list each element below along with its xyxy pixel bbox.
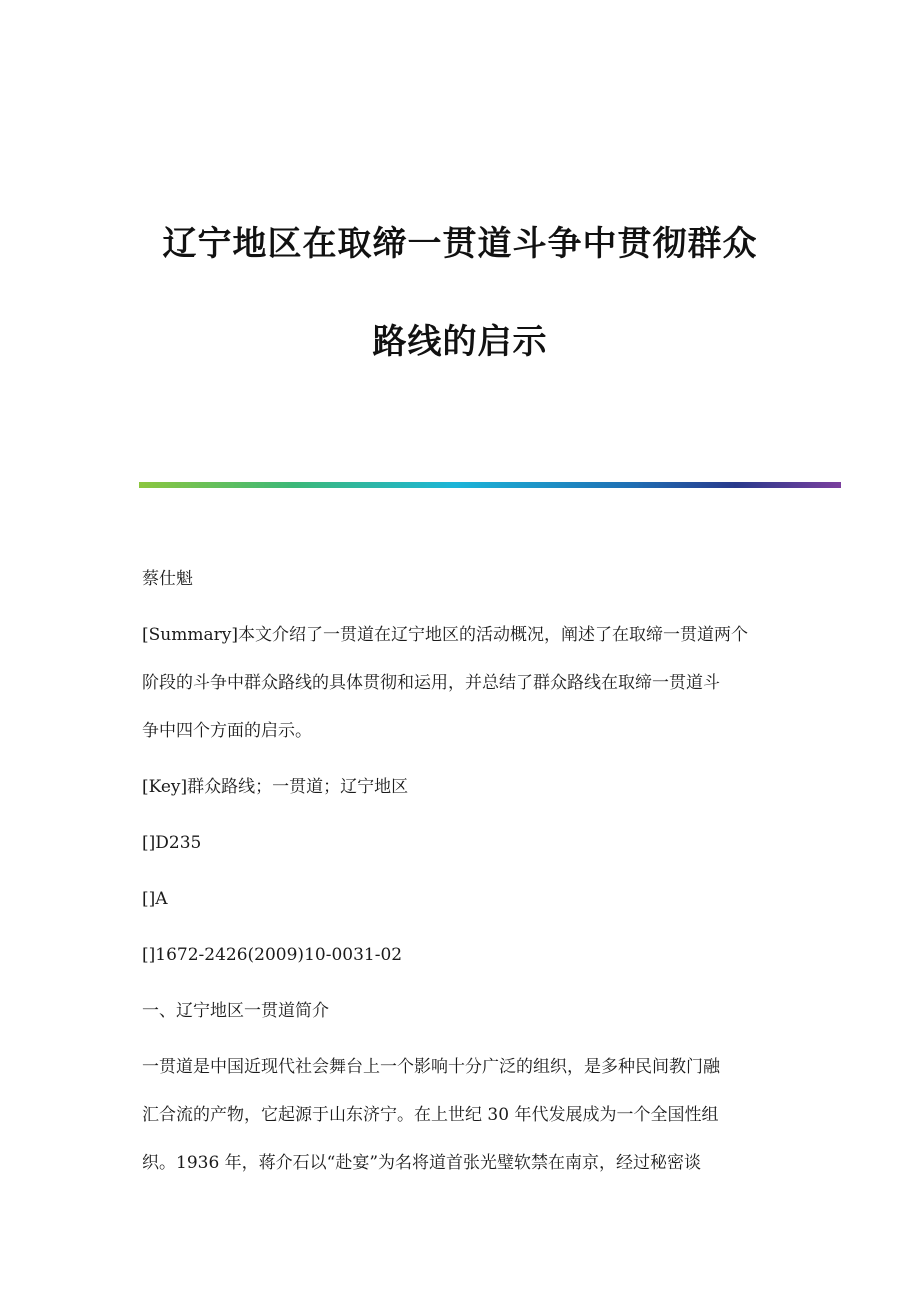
summary-line-3: 争中四个方面的启示。 bbox=[142, 721, 312, 741]
classification-number: []D235 bbox=[142, 833, 202, 853]
keywords: [Key]群众路线；一贯道；辽宁地区 bbox=[142, 777, 409, 797]
title-divider bbox=[139, 482, 841, 488]
document-title-line-1: 辽宁地区在取缔一贯道斗争中贯彻群众 bbox=[162, 224, 758, 264]
document-code: []A bbox=[142, 889, 168, 909]
author: 蔡仕魁 bbox=[142, 569, 193, 589]
summary-line-2: 阶段的斗争中群众路线的具体贯彻和运用，并总结了群众路线在取缔一贯道斗 bbox=[142, 673, 720, 693]
article-id: []1672-2426(2009)10-0031-02 bbox=[142, 945, 403, 965]
body-line-2: 汇合流的产物，它起源于山东济宁。在上世纪 30 年代发展成为一个全国性组 bbox=[142, 1105, 719, 1125]
document-title-line-2: 路线的启示 bbox=[372, 322, 548, 362]
body-line-1: 一贯道是中国近现代社会舞台上一个影响十分广泛的组织，是多种民间教门融 bbox=[142, 1057, 720, 1077]
body-line-3: 织。1936 年，蒋介石以“赴宴”为名将道首张光璧软禁在南京，经过秘密谈 bbox=[142, 1153, 702, 1173]
summary-line-1: [Summary]本文介绍了一贯道在辽宁地区的活动概况，阐述了在取缔一贯道两个 bbox=[142, 625, 748, 645]
section-heading: 一、辽宁地区一贯道简介 bbox=[142, 1001, 329, 1021]
